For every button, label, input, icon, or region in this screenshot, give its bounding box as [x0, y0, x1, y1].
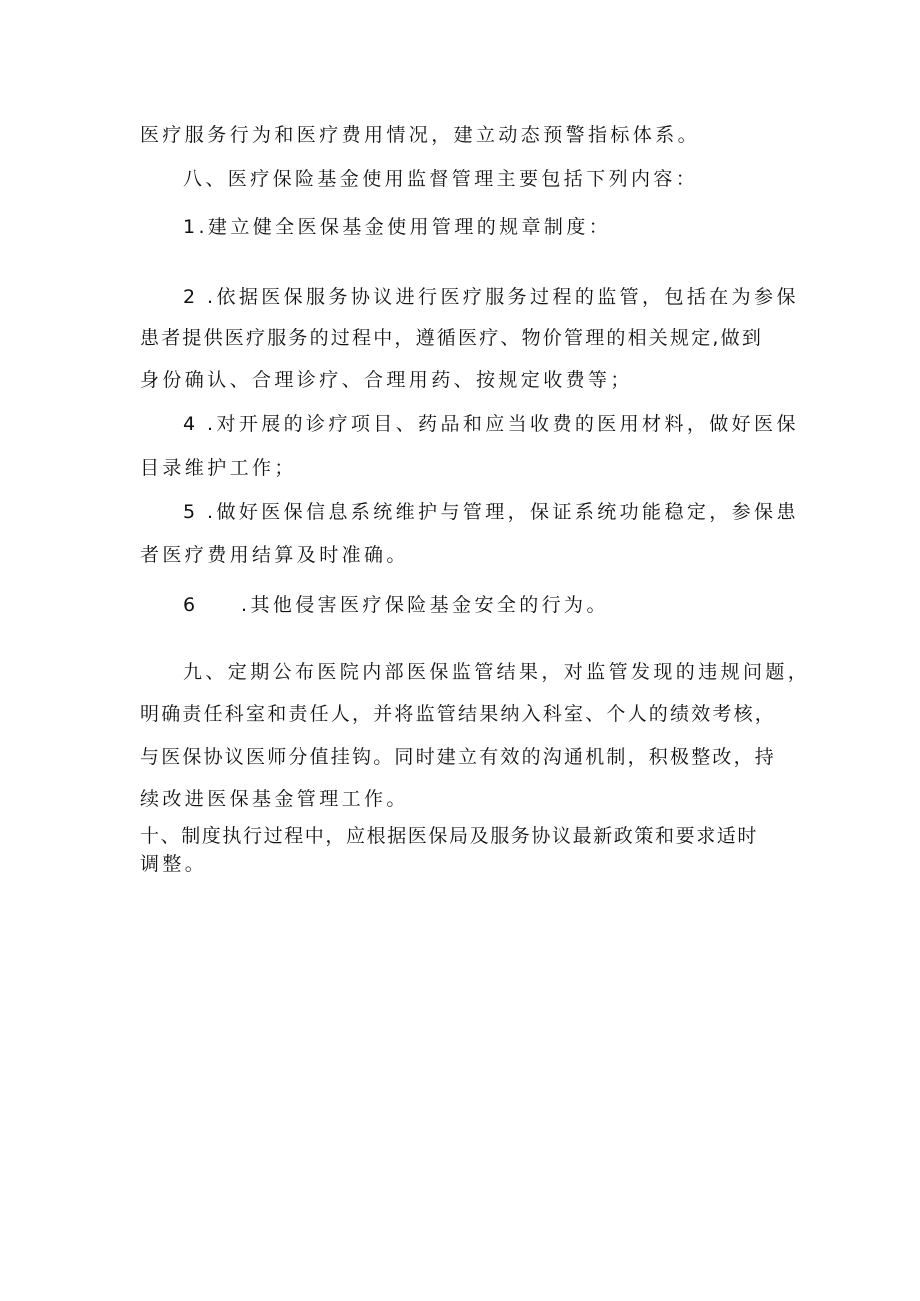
para-9-line-2: 明确责任科室和责任人，并将监管结果纳入科室、个人的绩效考核， — [140, 703, 777, 725]
para-10-line-2: 调整。 — [140, 853, 208, 875]
item-5-line-1 — [183, 500, 799, 524]
item-5-number: 5 — [183, 501, 196, 523]
item-5-line-2: 者医疗费用结算及时准确。 — [140, 544, 409, 566]
item-2-line-1 — [183, 285, 799, 309]
item-2-line-2: 患者提供医疗服务的过程中，遵循医疗、物价管理的相关规定,做到 — [140, 327, 764, 349]
para-9-line-4: 续改进医保基金管理工作。 — [140, 788, 409, 810]
item-4-text-1: .对开展的诊疗项目、药品和应当收费的医用材料，做好医保 — [207, 413, 799, 435]
para-7-tail: 医疗服务行为和医疗费用情况，建立动态预警指标体系。 — [140, 124, 701, 146]
item-1: 1.建立健全医保基金使用管理的规章制度： — [183, 216, 612, 238]
item-5-text-1: .做好医保信息系统维护与管理，保证系统功能稳定，参保患 — [207, 501, 799, 523]
item-2-line-3: 身份确认、合理诊疗、合理用药、按规定收费等； — [140, 369, 633, 391]
item-6-number: 6 — [183, 594, 196, 616]
item-6-line — [183, 593, 609, 617]
item-4-line-1 — [183, 412, 799, 436]
item-2-number: 2 — [183, 286, 196, 308]
item-2-text-1: .依据医保服务协议进行医疗服务过程的监管，包括在为参保 — [207, 286, 799, 308]
para-9-line-3: 与医保协议医师分值挂钩。同时建立有效的沟通机制，积极整改，持 — [140, 746, 777, 768]
item-4-number: 4 — [183, 413, 196, 435]
item-4-line-2: 目录维护工作； — [140, 457, 297, 479]
para-9-line-1: 九、定期公布医院内部医保监管结果，对监管发现的违规问题， — [183, 661, 811, 683]
item-6-text: .其他侵害医疗保险基金安全的行为。 — [241, 594, 609, 616]
para-8-heading: 八、医疗保险基金使用监督管理主要包括下列内容： — [183, 168, 699, 190]
para-10-line-1: 十、制度执行过程中，应根据医保局及服务协议最新政策和要求适时 — [140, 825, 759, 847]
